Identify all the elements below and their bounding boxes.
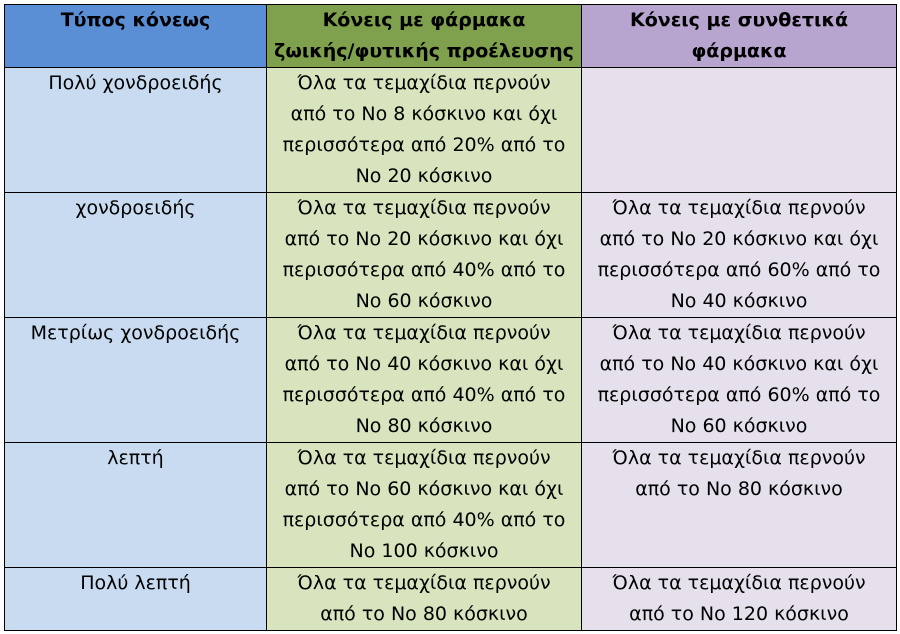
cell-line: από το Νο 80 κόσκινο [635,478,843,500]
cell-line: από το Νο 20 κόσκινο και όχι [284,228,564,250]
header-natural-line: Κόνεις με φάρμακα [322,9,526,31]
table-row [5,568,897,631]
cell-line: περισσότερα από 40% από το [282,384,566,406]
synthetic-drugs-cell [582,568,897,631]
natural-drugs-cell [267,68,582,193]
cell-line: Νο 80 κόσκινο [355,415,493,437]
powder-type-cell: χονδροειδής [5,193,267,318]
header-natural-line: ζωικής/φυτικής προέλευσης [274,40,574,62]
cell-line: από το Νο 80 κόσκινο [320,603,528,625]
synthetic-drugs-cell [582,193,897,318]
cell-line: Νο 100 κόσκινο [349,540,499,562]
cell-line: Όλα τα τεμαχίδια περνούν [612,447,866,469]
synthetic-drugs-cell [582,318,897,443]
powder-type-cell: λεπτή [5,443,267,568]
powder-type-cell: Πολύ χονδροειδής [5,68,267,193]
powder-type-cell: Μετρίως χονδροειδής [5,318,267,443]
cell-line: από το Νο 8 κόσκινο και όχι [290,103,558,125]
table-row [5,193,897,318]
cell-line: Νο 60 κόσκινο [355,290,493,312]
header-powder-type: Τύπος κόνεως [5,5,267,68]
cell-line: Όλα τα τεμαχίδια περνούν [297,322,551,344]
powder-classification-table [4,4,897,631]
natural-drugs-cell [267,193,582,318]
cell-line: Νο 40 κόσκινο [670,290,808,312]
table-row [5,318,897,443]
cell-line: περισσότερα από 40% από το [282,509,566,531]
cell-line: Όλα τα τεμαχίδια περνούν [612,197,866,219]
cell-line: Όλα τα τεμαχίδια περνούν [612,322,866,344]
cell-line: Όλα τα τεμαχίδια περνούν [297,447,551,469]
cell-line: Νο 20 κόσκινο [355,165,493,187]
table-row [5,68,897,193]
cell-line: από το Νο 40 κόσκινο και όχι [599,353,879,375]
cell-line: από το Νο 40 κόσκινο και όχι [284,353,564,375]
cell-line: περισσότερα από 40% από το [282,259,566,281]
header-natural-drugs [267,5,582,68]
natural-drugs-cell [267,318,582,443]
cell-line: Όλα τα τεμαχίδια περνούν [297,197,551,219]
synthetic-drugs-cell [582,68,897,193]
cell-line: Νο 60 κόσκινο [670,415,808,437]
cell-line: περισσότερα από 20% από το [282,134,566,156]
synthetic-drugs-cell [582,443,897,568]
table-row [5,443,897,568]
cell-line: Όλα τα τεμαχίδια περνούν [297,572,551,594]
cell-line: περισσότερα από 60% από το [597,259,881,281]
cell-line: από το Νο 120 κόσκινο [629,603,849,625]
natural-drugs-cell [267,443,582,568]
header-row [5,5,897,68]
cell-line: Όλα τα τεμαχίδια περνούν [297,72,551,94]
cell-line: περισσότερα από 60% από το [597,384,881,406]
natural-drugs-cell [267,568,582,631]
cell-line: από το Νο 60 κόσκινο και όχι [284,478,564,500]
header-synthetic-drugs: Κόνεις με συνθετικά φάρμακα [582,5,897,68]
cell-line: από το Νο 20 κόσκινο και όχι [599,228,879,250]
powder-type-cell: Πολύ λεπτή [5,568,267,631]
cell-line: Όλα τα τεμαχίδια περνούν [612,572,866,594]
